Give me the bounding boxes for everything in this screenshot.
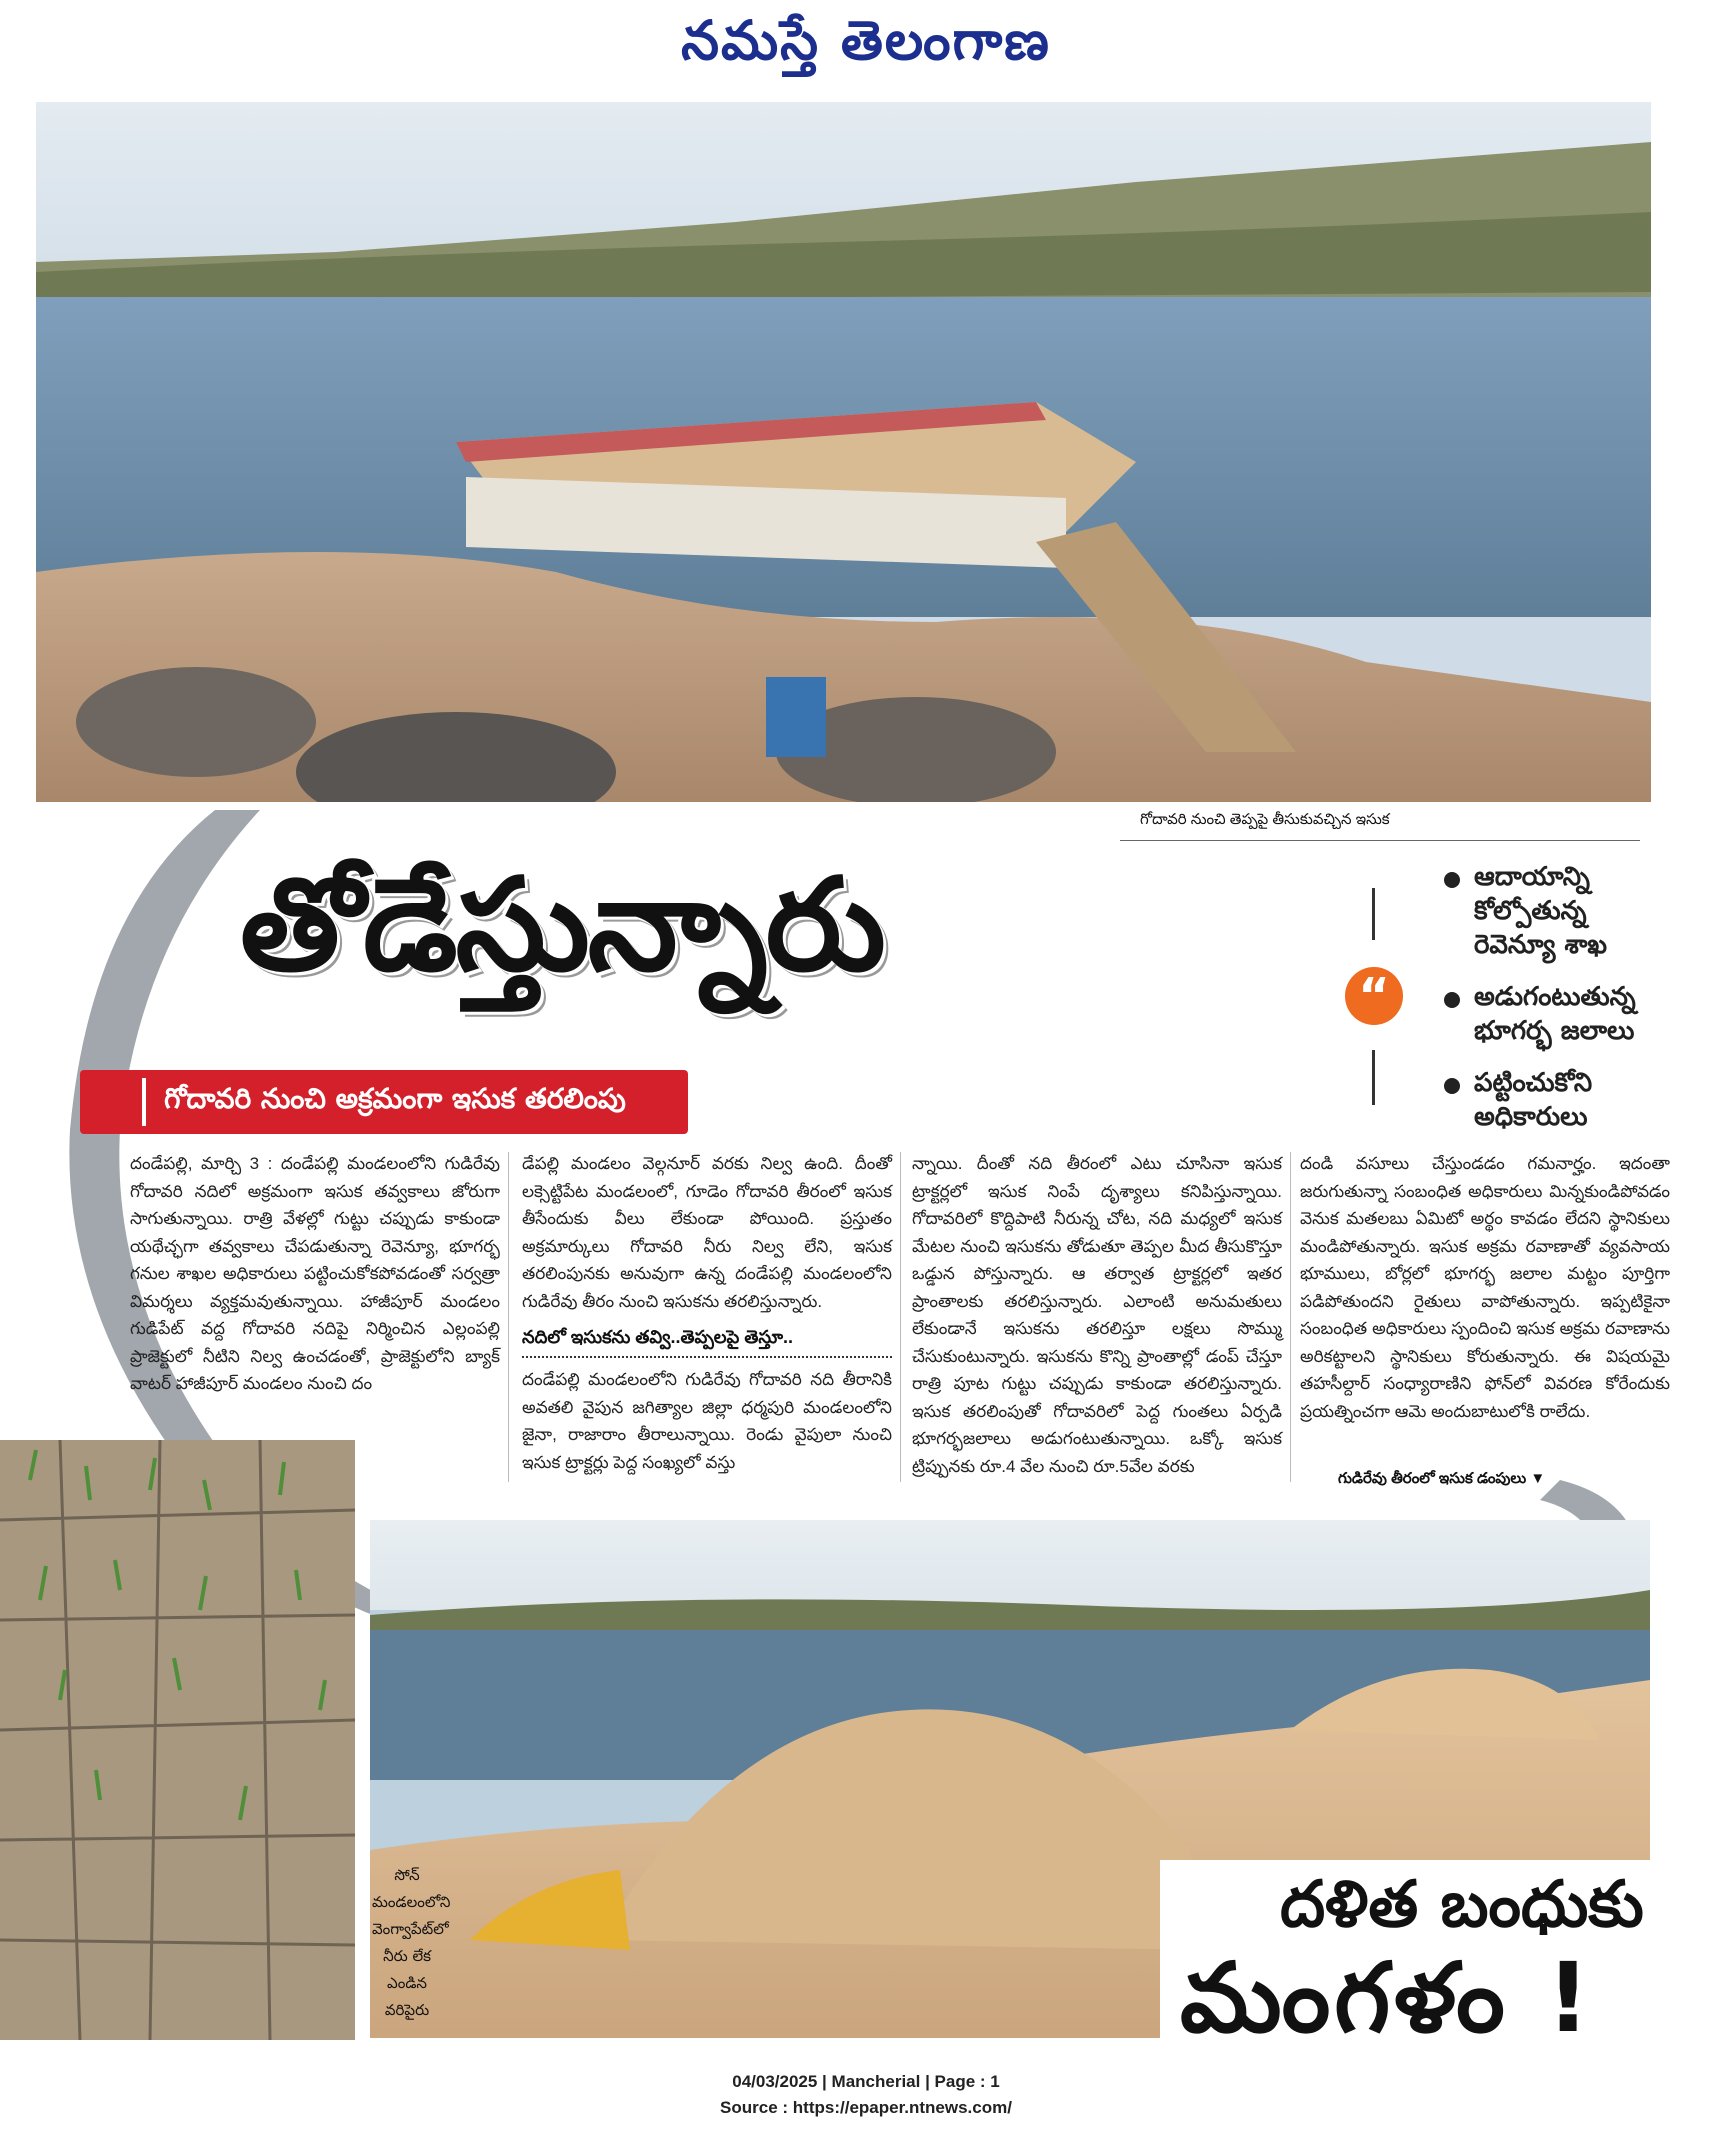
highlight-item: అడుగంటుతున్న భూగర్భ జలాలు — [1440, 980, 1670, 1048]
footer-date-edition: 04/03/2025 | Mancherial | Page : 1 — [732, 2072, 1000, 2091]
top-photo-caption: గోదావరి నుంచి తెప్పపై తీసుకువచ్చిన ఇసుక — [1140, 811, 1390, 828]
article-column-2-text-a: డేపల్లి మండలం వెల్గనూర్ వరకు నిల్వ ఉంది. దీంతో లక్సెట్టిపేట మండలంలో, గూడెం గోదావరి తీరంలో ఇసుక తీసేందుకు వీలు లేకుండా పోయింది. ప్రస్తుతం అక్రమార్కులు గోదావరి నీరు నిల్వ లేని, ఇసుక తరలింపునకు అనువుగా ఉన్న దండేపల్లి మండలంలోని గుడిరేవు తీరం నుంచి ఇసుకను తరలిస్తున్నారు. — [522, 1154, 892, 1311]
bottom-photo-caption — [1338, 1470, 1545, 1491]
headline: తోడేస్తున్నారు — [240, 851, 884, 1000]
column-divider — [1290, 1152, 1291, 1482]
river-boat-illustration — [36, 102, 1651, 802]
field-photo-caption-line: వరిపైరు — [384, 2001, 430, 2019]
caption-arrow-icon: ▼ — [1530, 1470, 1546, 1487]
article-column-2 — [522, 1150, 892, 1476]
field-photo-caption — [372, 1862, 451, 2024]
bottom-photo-caption-text: గుడిరేవు తీరంలో ఇసుక డంపులు — [1338, 1470, 1527, 1487]
field-photo-caption-line: మండలంలోని — [372, 1893, 451, 1911]
article-column-3: న్నాయి. దీంతో నది తీరంలో ఎటు చూసినా ఇసుక ట్రాక్టర్లలో ఇసుక నింపే దృశ్యాలు కనిపిస్తున్నాయి. గోదావరిలో కొద్దిపాటి నీరున్న చోట, నది మధ్యలో ఇసుక మేటల నుంచి ఇసుకను తోడుతూ తెప్పల మీద తీసుకొస్తూ ఒడ్డున పోస్తున్నారు. ఆ తర్వాత ట్రాక్టర్లలో ఇతర ప్రాంతాలకు తరలిస్తున్నారు. ఎలాంటి అనుమతులు లేకుండానే ఇసుకను తరలిస్తూ లక్షలు సొమ్ము చేసుకుంటున్నారు. ఇసుకను కొన్ని ప్రాంతాల్లో డంప్ చేస్తూ రాత్రి పూట గుట్టు చప్పుడు కాకుండా తరలిస్తున్నారు. ఇసుక తరలింపుతో గోదావరిలో పెద్ద గుంతలు ఏర్పడి భూగర్భజలాలు అడుగంటుతున్నాయి. ఒక్కో ఇసుక ట్రిప్పునకు రూ.4 వేల నుంచి రూ.5వేల వరకు — [912, 1154, 1282, 1476]
article-column-2-text-b: దండేపల్లి మండలంలోని గుడిరేవు గోదావరి నది తీరానికి అవతలి వైపున జగిత్యాల జిల్లా ధర్మపురి మండలంలోని జైనా, రాజారాం తీరాలున్నాయి. రెండు వైపులా నుంచి ఇసుక ట్రాక్టర్లు పెద్ద సంఖ్యలో వస్తు — [522, 1370, 892, 1472]
article-column-4: దండి వసూలు చేస్తుండడం గమనార్హం. ఇదంతా జరుగుతున్నా సంబంధిత అధికారులు మిన్నకుండిపోవడం వెనుక మతలబు ఏమిటో అర్థం కావడం లేదని స్థానికులు మండిపోతున్నారు. ఇసుక అక్రమ రవాణాతో వ్యవసాయ భూములు, బోర్లలో భూగర్భ జలాల మట్టం పూర్తిగా పడిపోతుందని రైతులు వాపోతున్నారు. ఇప్పటికైనా సంబంధిత అధికారులు స్పందించి ఇసుక అక్రమ రవాణాను అరికట్టాలని స్థానికులు కోరుతున్నారు. ఈ విషయమై తహసీల్దార్ సంధ్యారాణిని ఫోన్‌లో వివరణ కోరేందుకు ప్రయత్నించగా ఆమె అందుబాటులోకి రాలేదు. — [1300, 1154, 1670, 1421]
field-photo-caption-line: నీరు లేక — [383, 1947, 431, 1965]
column-divider — [508, 1152, 509, 1482]
promo-line-1: దళిత బంధుకు — [1280, 1868, 1644, 1942]
article-column-1: దండేపల్లి, మార్చి 3 : దండేపల్లి మండలంలోని గుడిరేవు గోదావరి నదిలో అక్రమంగా ఇసుక తవ్వకాలు జోరుగా సాగుతున్నాయి. రాత్రి వేళల్లో గుట్టు చప్పుడు కాకుండా యథేచ్ఛగా తవ్వకాలు చేపడుతున్నా రెవెన్యూ, భూగర్భ గనుల శాఖల అధికారులు పట్టించుకోకపోవడంతో సర్వత్రా విమర్శలు వ్యక్తమవుతున్నాయి. హాజీపూర్ మండలం గుడిపేట్ వద్ద గోదావరి నదిపై నిర్మించిన ఎల్లంపల్లి ప్రాజెక్టులో నీటిని నిల్వ ఉంచడంతో, ప్రాజెక్టులోని బ్యాక్ వాటర్ హాజీపూర్ మండలం నుంచి దం — [130, 1154, 500, 1393]
masthead: నమస్తే తెలంగాణ — [681, 8, 1051, 72]
dry-paddy-field-illustration — [0, 1440, 355, 2040]
field-photo — [0, 1440, 355, 2040]
column-divider — [900, 1152, 901, 1482]
highlight-item: ఆదాయాన్ని కోల్పోతున్న రెవెన్యూ శాఖ — [1440, 860, 1670, 962]
subheadline: గోదావరి నుంచి అక్రమంగా ఇసుక తరలింపు — [142, 1078, 626, 1126]
highlight-item: పట్టించుకోని అధికారులు — [1440, 1066, 1670, 1134]
top-photo — [36, 102, 1651, 802]
quote-icon: “ — [1345, 967, 1403, 1025]
footer-source: Source : https://epaper.ntnews.com/ — [720, 2098, 1012, 2117]
promo-line-2: మంగళం ! — [1180, 1942, 1595, 2054]
section-subheading: నదిలో ఇసుకను తవ్వి..తెప్పలపై తెస్తూ.. — [522, 1327, 892, 1358]
pull-quote-rule-top — [1372, 888, 1375, 940]
field-photo-caption-line: ఎండిన — [387, 1974, 427, 1992]
subheadline-box — [80, 1070, 688, 1134]
pull-quote-rule-bottom — [1372, 1050, 1375, 1105]
highlights-list — [1440, 860, 1670, 1152]
field-photo-caption-line: సోన్ — [394, 1866, 420, 1884]
field-photo-caption-line: వెంగ్వాపేట్‌లో — [372, 1920, 449, 1938]
